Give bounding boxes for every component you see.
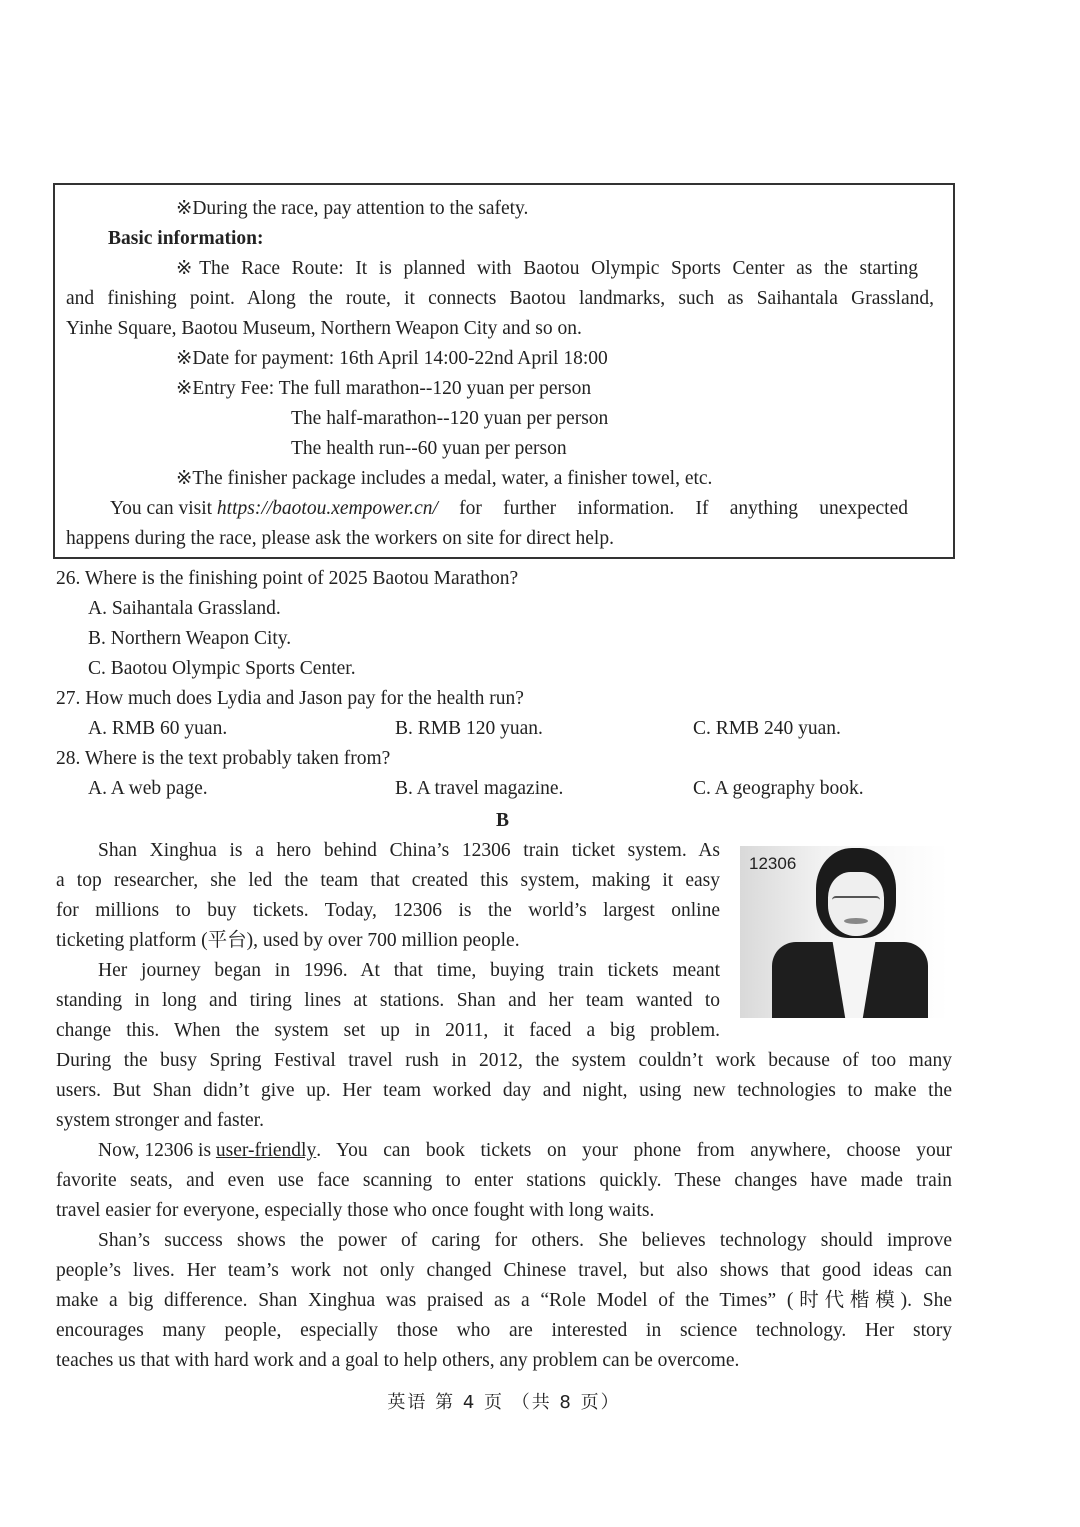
finisher-package: ※The finisher package includes a medal, water, a finisher towel, etc. bbox=[176, 468, 713, 489]
p3-line-2: favorite seats, and even use face scanning to enter stations quickly. These changes have made train bbox=[56, 1170, 952, 1191]
q26-option-a: A. Saihantala Grassland. bbox=[88, 598, 281, 619]
basic-info-heading: Basic information: bbox=[108, 228, 264, 249]
payment-date: ※Date for payment: 16th April 14:00-22nd April 18:00 bbox=[176, 348, 608, 369]
race-route-line-3: Yinhe Square, Baotou Museum, Northern Weapon City and so on. bbox=[66, 318, 582, 339]
underlined-term: user-friendly bbox=[215, 1140, 317, 1161]
visit-suffix: for further information. If anything unexpected bbox=[437, 498, 908, 519]
portrait-photo bbox=[740, 846, 948, 1018]
q26-option-b: B. Northern Weapon City. bbox=[88, 628, 292, 649]
page-footer: 英语 第 4 页 （共 8 页） bbox=[387, 1392, 621, 1413]
question-28: 28. Where is the text probably taken from? bbox=[56, 748, 391, 769]
p2-line-1: Her journey began in 1996. At that time, buying train tickets meant bbox=[98, 960, 720, 981]
p2-line-5: users. But Shan didn’t give up. Her team worked day and night, using new technologies to make the bbox=[56, 1080, 952, 1101]
entry-fee-full: ※Entry Fee: The full marathon--120 yuan per person bbox=[176, 378, 592, 399]
p2-line-4: During the busy Spring Festival travel rush in 2012, the system couldn’t work because of too many bbox=[56, 1050, 952, 1071]
q28-option-c: C. A geography book. bbox=[693, 778, 864, 799]
section-b-label: B bbox=[496, 810, 510, 831]
q27-option-b: B. RMB 120 yuan. bbox=[395, 718, 543, 739]
visit-line bbox=[110, 494, 908, 524]
entry-fee-half: The half-marathon--120 yuan per person bbox=[291, 408, 609, 429]
p2-line-6: system stronger and faster. bbox=[56, 1110, 264, 1131]
p1-line-2: a top researcher, she led the team that created this system, making it easy bbox=[56, 870, 720, 891]
p1-line-4: ticketing platform (平台), used by over 700 million people. bbox=[56, 930, 520, 951]
visit-prefix: You can visit bbox=[110, 498, 217, 519]
race-route-line-1: ※The Race Route: It is planned with Baotou Olympic Sports Center as the starting bbox=[176, 258, 918, 279]
q26-option-c: C. Baotou Olympic Sports Center. bbox=[88, 658, 356, 679]
q28-option-a: A. A web page. bbox=[88, 778, 208, 799]
entry-fee-health: The health run--60 yuan per person bbox=[291, 438, 567, 459]
q27-option-a: A. RMB 60 yuan. bbox=[88, 718, 228, 739]
safety-note: ※During the race, pay attention to the safety. bbox=[176, 198, 529, 219]
photo-mouth bbox=[844, 918, 868, 924]
q28-option-b: B. A travel magazine. bbox=[395, 778, 564, 799]
photo-face bbox=[828, 872, 884, 936]
p1-line-3: for millions to buy tickets. Today, 12306 is the world’s largest online bbox=[56, 900, 720, 921]
p4-line-5: teaches us that with hard work and a goal to help others, any problem can be overcome. bbox=[56, 1350, 740, 1371]
p3-line-1 bbox=[98, 1136, 952, 1166]
p2-line-2: standing in long and tiring lines at stations. Shan and her team wanted to bbox=[56, 990, 720, 1011]
p4-line-4: encourages many people, especially those who are interested in science technology. Her story bbox=[56, 1320, 952, 1341]
p4-line-2: people’s lives. Her team’s work not only changed Chinese travel, but also shows that good ideas can bbox=[56, 1260, 952, 1281]
p3-line-3: travel easier for everyone, especially those who once fought with long waits. bbox=[56, 1200, 655, 1221]
p2-line-3: change this. When the system set up in 2011, it faced a big problem. bbox=[56, 1020, 720, 1041]
q27-option-c: C. RMB 240 yuan. bbox=[693, 718, 841, 739]
p3-prefix: Now, 12306 is bbox=[98, 1140, 216, 1161]
photo-glasses bbox=[832, 896, 880, 904]
p4-line-3: make a big difference. Shan Xinghua was praised as a “Role Model of the Times” (时代楷模). She bbox=[56, 1290, 952, 1311]
help-line: happens during the race, please ask the workers on site for direct help. bbox=[66, 528, 614, 549]
photo-label: 12306 bbox=[749, 854, 797, 873]
p3-suffix: . You can book tickets on your phone from anywhere, choose your bbox=[316, 1140, 952, 1161]
website-link[interactable]: https://baotou.xempower.cn/ bbox=[216, 498, 438, 519]
question-26: 26. Where is the finishing point of 2025 Baotou Marathon? bbox=[56, 568, 519, 589]
p1-line-1: Shan Xinghua is a hero behind China’s 12306 train ticket system. As bbox=[98, 840, 720, 861]
question-27: 27. How much does Lydia and Jason pay for the health run? bbox=[56, 688, 524, 709]
p4-line-1: Shan’s success shows the power of caring for others. She believes technology should improve bbox=[98, 1230, 952, 1251]
race-route-line-2: and finishing point. Along the route, it connects Baotou landmarks, such as Saihantala Grassland, bbox=[66, 288, 934, 309]
